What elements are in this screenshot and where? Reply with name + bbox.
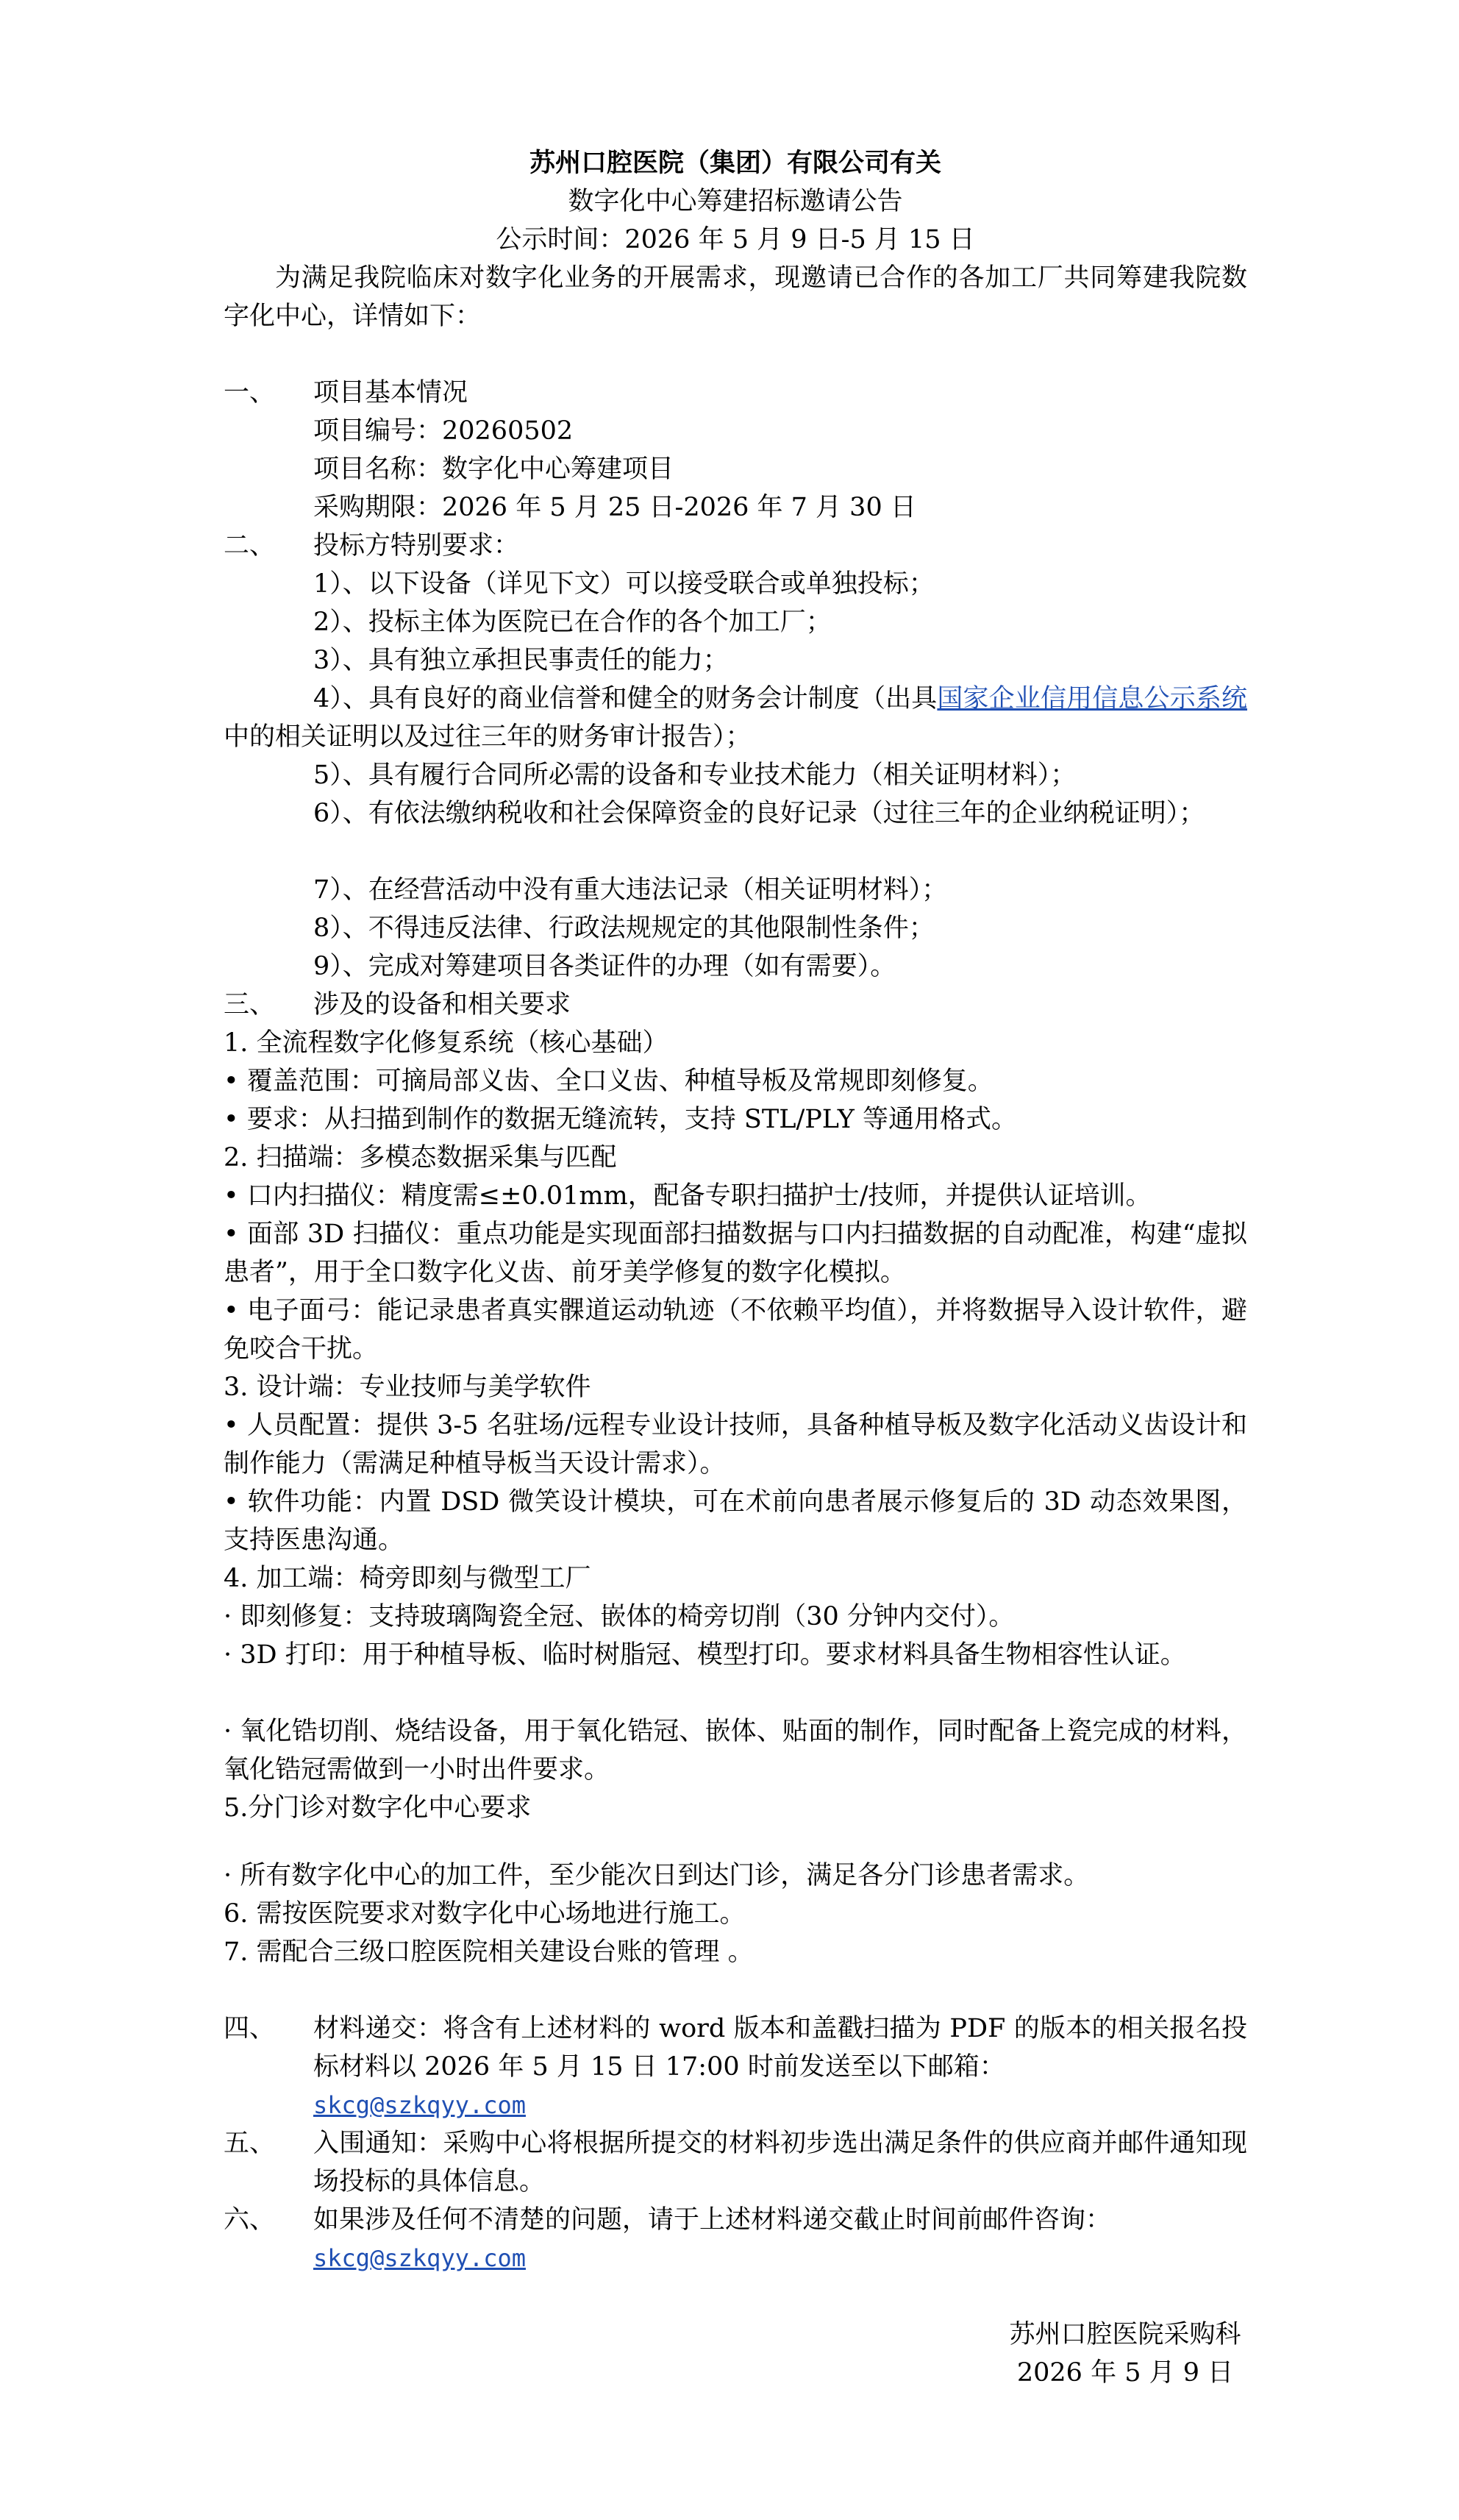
section-2-heading: 投标方特别要求：	[313, 531, 520, 560]
signature-date: 2026 年 5 月 9 日	[1016, 2358, 1234, 2388]
requirement-item-4-tail: 中的相关证明以及过往三年的财务审计报告）；	[224, 722, 752, 752]
notice-time: 公示时间：2026 年 5 月 9 日-5 月 15 日	[496, 225, 975, 255]
requirement-item: 8）、不得违反法律、行政法规规定的其他限制性条件；	[313, 914, 935, 943]
equipment-bullet: • 覆盖范围：可摘局部义齿、全口义齿、种植导板及常规即刻修复。	[224, 1067, 994, 1096]
intro-paragraph: 为满足我院临床对数字化业务的开展需求，现邀请已合作的各加工厂共同筹建我院数字化中心，详情如下：	[224, 263, 1247, 331]
signature-org: 苏州口腔医院采购科	[1009, 2320, 1241, 2349]
email-link[interactable]: skcg@szkqyy.com	[313, 2244, 526, 2272]
equipment-bullet: • 电子面弓：能记录患者真实髁道运动轨迹（不依赖平均值），并将数据导入设计软件，避免咬合干扰。	[224, 1296, 1247, 1364]
section-3-heading: 涉及的设备和相关要求	[313, 990, 571, 1019]
section-2-number: 二、	[224, 531, 276, 560]
equipment-bullet: • 要求：从扫描到制作的数据无缝流转，支持 STL/PLY 等通用格式。	[224, 1105, 1018, 1134]
equipment-bullet: • 人员配置：提供 3-5 名驻场/远程专业设计技师，具备种植导板及数字化活动义齿设计和制作能力（需满足种植导板当天设计需求）。	[224, 1411, 1247, 1478]
equipment-item: 7. 需配合三级口腔医院相关建设台账的管理 。	[224, 1937, 754, 1967]
project-name: 项目名称：数字化中心筹建项目	[313, 455, 674, 484]
equipment-bullet: · 所有数字化中心的加工件，至少能次日到达门诊，满足各分门诊患者需求。	[224, 1861, 1090, 1890]
section-1-number: 一、	[224, 378, 276, 407]
equipment-bullet: · 氧化锆切削、烧结设备，用于氧化锆冠、嵌体、贴面的制作，同时配备上瓷完成的材料，氧化锆冠需做到一小时出件要求。	[224, 1717, 1247, 1784]
equipment-heading: 2. 扫描端：多模态数据采集与匹配	[224, 1143, 617, 1172]
requirement-item: 6）、有依法缴纳税收和社会保障资金的良好记录（过往三年的企业纳税证明）；	[313, 799, 1205, 828]
equipment-item: 6. 需按医院要求对数字化中心场地进行施工。	[224, 1899, 746, 1929]
section-6-number: 六、	[224, 2205, 276, 2235]
equipment-bullet: · 即刻修复：支持玻璃陶瓷全冠、嵌体的椅旁切削（30 分钟内交付）。	[224, 1602, 1015, 1631]
email-link[interactable]: skcg@szkqyy.com	[313, 2091, 526, 2119]
section-5-number: 五、	[224, 2129, 276, 2158]
equipment-bullet: • 面部 3D 扫描仪：重点功能是实现面部扫描数据与口内扫描数据的自动配准，构建“虚拟患者”，用于全口数字化义齿、前牙美学修复的数字化模拟。	[224, 1220, 1247, 1287]
section-4-text: 材料递交：将含有上述材料的 word 版本和盖戳扫描为 PDF 的版本的相关报名投标材料以 2026 年 5 月 15 日 17:00 时前发送至以下邮箱：	[313, 2014, 1247, 2082]
requirement-item: 3）、具有独立承担民事责任的能力；	[313, 646, 729, 675]
credit-system-link[interactable]: 国家企业信用信息公示系统	[937, 684, 1247, 713]
doc-subtitle: 数字化中心筹建招标邀请公告	[568, 187, 903, 216]
requirement-item-4	[224, 680, 1247, 756]
requirement-item: 2）、投标主体为医院已在合作的各个加工厂；	[313, 608, 832, 637]
requirement-item: 9）、完成对筹建项目各类证件的办理（如有需要）。	[313, 952, 896, 981]
equipment-bullet: • 软件功能：内置 DSD 微笑设计模块，可在术前向患者展示修复后的 3D 动态效果图，支持医患沟通。	[224, 1487, 1247, 1555]
requirement-item: 1）、以下设备（详见下文）可以接受联合或单独投标；	[313, 569, 935, 599]
equipment-heading: 5.分门诊对数字化中心要求	[224, 1793, 532, 1823]
section-3-number: 三、	[224, 990, 276, 1019]
procurement-period: 采购期限：2026 年 5 月 25 日-2026 年 7 月 30 日	[313, 493, 916, 522]
project-number: 项目编号：20260502	[313, 416, 574, 446]
requirement-item: 5）、具有履行合同所必需的设备和专业技术能力（相关证明材料）；	[313, 761, 1077, 790]
section-4-number: 四、	[224, 2014, 276, 2043]
equipment-bullet: • 口内扫描仪：精度需≤±0.01mm，配备专职扫描护士/技师，并提供认证培训。	[224, 1181, 1152, 1211]
section-6-email-line	[313, 2239, 1247, 2277]
section-6-text: 如果涉及任何不清楚的问题，请于上述材料递交截止时间前邮件咨询：	[313, 2205, 1112, 2235]
requirement-item-4-text: 4）、具有良好的商业信誉和健全的财务会计制度（出具	[313, 684, 938, 713]
equipment-heading: 4. 加工端：椅旁即刻与微型工厂	[224, 1564, 591, 1593]
requirement-item: 7）、在经营活动中没有重大违法记录（相关证明材料）；	[313, 875, 948, 905]
equipment-bullet: · 3D 打印：用于种植导板、临时树脂冠、模型打印。要求材料具备生物相容性认证。	[224, 1640, 1186, 1670]
section-4-email-line	[313, 2086, 1247, 2124]
section-1-heading: 项目基本情况	[313, 378, 468, 407]
equipment-heading: 1. 全流程数字化修复系统（核心基础）	[224, 1028, 668, 1058]
doc-title: 苏州口腔医院（集团）有限公司有关	[529, 148, 941, 178]
section-5-text: 入围通知：采购中心将根据所提交的材料初步选出满足条件的供应商并邮件通知现场投标的具体信息。	[313, 2129, 1247, 2196]
equipment-heading: 3. 设计端：专业技师与美学软件	[224, 1373, 591, 1402]
